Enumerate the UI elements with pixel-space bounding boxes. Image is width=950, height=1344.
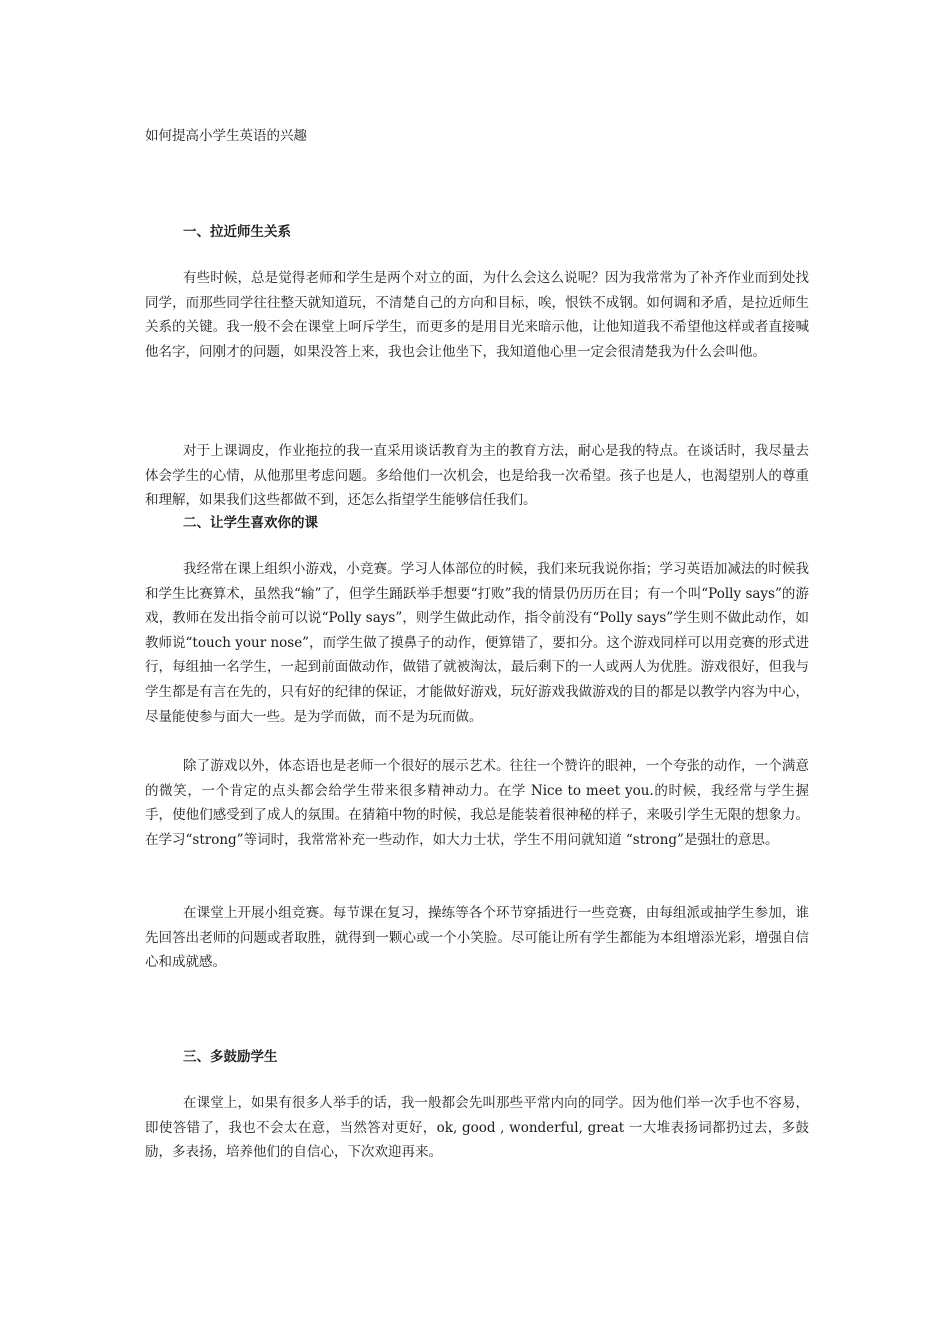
paragraph: 我经常在课上组织小游戏，小竞赛。学习人体部位的时候，我们来玩我说你指；学习英语加减法的时候我和学生比赛算术，虽然我“输”了，但学生踊跃举手想要“打败”我的情景仍历历在目；有一个叫“Polly says”的游戏，教师在发出指令前可以说“Polly says”，则学生做此动作，指令前没有“Polly says”学生则不做此动作，如教师说“touch your nose”，而学生做了摸鼻子的动作，便算错了，要扣分。这个游戏同样可以用竞赛的形式进行，每组抽一名学生，一起到前面做动作，做错了就被淘汰，最后剩下的一人或两人为优胜。游戏很好，但我与学生都是有言在先的，只有好的纪律的保证，才能做好游戏，玩好游戏我做游戏的目的都是以教学内容为中心，尽量能使参与面大一些。是为学而做，而不是为玩而做。 (145, 561, 809, 725)
paragraph: 对于上课调皮，作业拖拉的我一直采用谈话教育为主的教育方法，耐心是我的特点。在谈话时，我尽量去体会学生的心情，从他那里考虑问题。多给他们一次机会，也是给我一次希望。孩子也是人，也渴望别人的尊重和理解，如果我们这些都做不到，还怎么指望学生能够信任我们。 (145, 443, 809, 509)
paragraph: 除了游戏以外，体态语也是老师一个很好的展示艺术。往往一个赞许的眼神，一个夸张的动作，一个满意的微笑，一个肯定的点头都会给学生带来很多精神动力。在学 Nice to meet you.的时候，我经常与学生握手，使他们感受到了成人的氛围。在猜箱中物的时候，我总是能装着很神秘的样子，来吸引学生无限的想象力。在学习“strong”等词时，我常常补充一些动作，如大力士状，学生不用问就知道 “strong”是强壮的意思。 (145, 758, 809, 848)
section-heading-3: 三、多鼓励学生 (183, 1049, 278, 1065)
document-title: 如何提高小学生英语的兴趣 (145, 128, 307, 144)
section-heading-2: 二、让学生喜欢你的课 (183, 515, 318, 531)
paragraph: 在课堂上，如果有很多人举手的话，我一般都会先叫那些平常内向的同学。因为他们举一次手也不容易，即使答错了，我也不会太在意，当然答对更好，ok, good , wonderful, great 一大堆表扬词都扔过去，多鼓励，多表扬，培养他们的自信心，下次欢迎再来。 (145, 1095, 809, 1161)
section-heading-1: 一、拉近师生关系 (183, 224, 291, 240)
paragraph: 在课堂上开展小组竞赛。每节课在复习，操练等各个环节穿插进行一些竞赛，由每组派或抽学生参加，谁先回答出老师的问题或者取胜，就得到一颗心或一个小笑脸。尽可能让所有学生都能为本组增添光彩，增强自信心和成就感。 (145, 905, 809, 971)
paragraph: 有些时候，总是觉得老师和学生是两个对立的面，为什么会这么说呢？因为我常常为了补齐作业而到处找同学，而那些同学往往整天就知道玩，不清楚自己的方向和目标，唉，恨铁不成钢。如何调和矛盾，是拉近师生关系的关键。我一般不会在课堂上呵斥学生，而更多的是用目光来暗示他，让他知道我不希望他这样或者直接喊他名字，问刚才的问题，如果没答上来，我也会让他坐下，我知道他心里一定会很清楚我为什么会叫他。 (145, 270, 809, 360)
